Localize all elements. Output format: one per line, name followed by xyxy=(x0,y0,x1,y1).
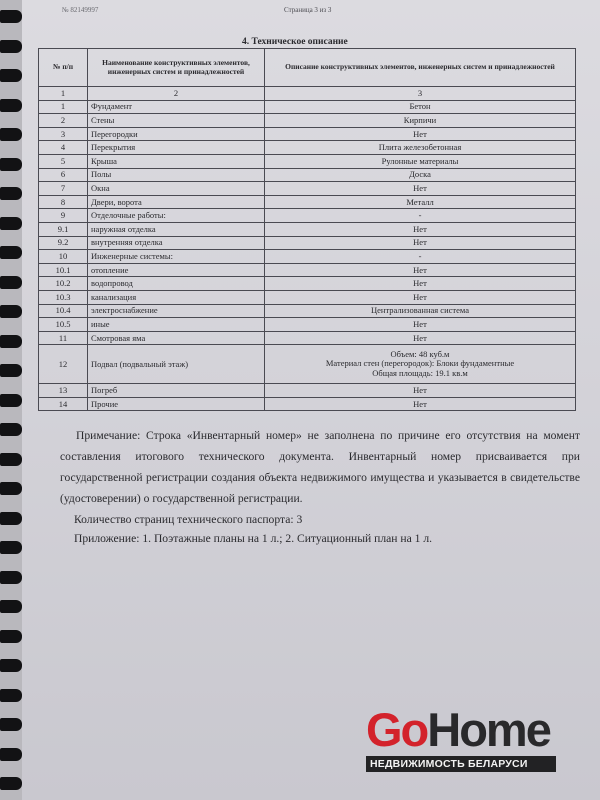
table-row xyxy=(39,154,576,168)
table-row xyxy=(39,168,576,182)
binding-ring xyxy=(0,69,22,82)
table-row xyxy=(39,384,576,398)
row-description-cell: Нет xyxy=(265,318,576,332)
document-number: № 82149997 xyxy=(62,6,99,14)
row-description-cell xyxy=(265,345,576,384)
table-row xyxy=(39,222,576,236)
table-row xyxy=(39,209,576,223)
binding-ring xyxy=(0,335,22,348)
logo-wordmark xyxy=(366,703,556,756)
row-description-cell: Нет xyxy=(265,127,576,141)
binding-ring xyxy=(0,217,22,230)
table-index-row xyxy=(39,87,576,101)
row-number-cell: 13 xyxy=(39,384,88,398)
table-row xyxy=(39,397,576,411)
table-row xyxy=(39,141,576,155)
table-row xyxy=(39,263,576,277)
binding-ring xyxy=(0,482,22,495)
binding-ring xyxy=(0,10,22,23)
table-row xyxy=(39,277,576,291)
index-cell: 3 xyxy=(265,87,576,101)
row-description-cell: Бетон xyxy=(265,100,576,114)
table-row xyxy=(39,100,576,114)
row-name-cell: Инженерные системы: xyxy=(88,250,265,264)
row-description-cell: Нет xyxy=(265,277,576,291)
row-description-cell: Централизованная система xyxy=(265,304,576,318)
binding-ring xyxy=(0,394,22,407)
binding-ring xyxy=(0,718,22,731)
table-row xyxy=(39,182,576,196)
row-description-cell: Рулонные материалы xyxy=(265,154,576,168)
row-name-cell: иные xyxy=(88,318,265,332)
row-name-cell: Перекрытия xyxy=(88,141,265,155)
row-description-cell: Кирпичи xyxy=(265,114,576,128)
binding-ring xyxy=(0,305,22,318)
logo-go-text: Go xyxy=(366,703,428,756)
index-cell: 1 xyxy=(39,87,88,101)
row-description-cell: Нет xyxy=(265,290,576,304)
row-number-cell: 9.2 xyxy=(39,236,88,250)
row-number-cell: 10.3 xyxy=(39,290,88,304)
row-name-cell: Фундамент xyxy=(88,100,265,114)
row-number-cell: 10.4 xyxy=(39,304,88,318)
row-name-cell: наружная отделка xyxy=(88,222,265,236)
row-number-cell: 10 xyxy=(39,250,88,264)
table-row xyxy=(39,290,576,304)
index-cell: 2 xyxy=(88,87,265,101)
binding-ring xyxy=(0,158,22,171)
technical-description-table xyxy=(38,48,576,411)
binding-ring xyxy=(0,512,22,525)
appendix-line: Приложение: 1. Поэтажные планы на 1 л.; 2. Ситуационный план на 1 л. xyxy=(74,532,433,545)
row-number-cell: 10.2 xyxy=(39,277,88,291)
row-description-cell: Нет xyxy=(265,331,576,345)
row-description-cell: Плита железобетонная xyxy=(265,141,576,155)
table-row xyxy=(39,318,576,332)
logo-home-text: Home xyxy=(427,703,550,756)
row-number-cell: 12 xyxy=(39,345,88,384)
column-header-number: № п/п xyxy=(39,49,88,87)
note-paragraph: Примечание: Строка «Инвентарный номер» не заполнена по причине его отсутствия на момент составления итогового технического документа. Инвентарный номер присваивается при государственной регистрации создания объекта недвижимого имущества и указывается в свидетельстве (удостоверении) о государственной регистрации. xyxy=(60,429,580,505)
binding-ring xyxy=(0,630,22,643)
row-number-cell: 10.1 xyxy=(39,263,88,277)
binding-ring xyxy=(0,600,22,613)
column-header-name: Наименование конструктивных элементов, инженерных систем и принадлежностей xyxy=(88,49,265,87)
binding-ring xyxy=(0,659,22,672)
row-number-cell: 7 xyxy=(39,182,88,196)
row-name-cell: Прочие xyxy=(88,397,265,411)
row-description-cell: Нет xyxy=(265,384,576,398)
table-header-row xyxy=(39,49,576,87)
row-name-cell: Полы xyxy=(88,168,265,182)
table-row xyxy=(39,331,576,345)
binding-ring xyxy=(0,689,22,702)
row-name-cell: Отделочные работы: xyxy=(88,209,265,223)
row-number-cell: 1 xyxy=(39,100,88,114)
section-title: 4. Техническое описание xyxy=(242,37,348,47)
row-number-cell: 4 xyxy=(39,141,88,155)
row-name-cell: Подвал (подвальный этаж) xyxy=(88,345,265,384)
row-number-cell: 9 xyxy=(39,209,88,223)
spiral-binding xyxy=(0,0,30,800)
binding-ring xyxy=(0,777,22,790)
row-description-cell: Нет xyxy=(265,397,576,411)
row-name-cell: Крыша xyxy=(88,154,265,168)
row-name-cell: электроснабжение xyxy=(88,304,265,318)
table-row xyxy=(39,114,576,128)
binding-ring xyxy=(0,276,22,289)
row-name-cell: водопровод xyxy=(88,277,265,291)
binding-ring xyxy=(0,541,22,554)
description-line: Материал стен (перегородок): Блоки фундаментные xyxy=(325,358,515,369)
row-description-cell: - xyxy=(265,209,576,223)
table-row xyxy=(39,195,576,209)
row-description-cell: - xyxy=(265,250,576,264)
table-row xyxy=(39,236,576,250)
row-number-cell: 11 xyxy=(39,331,88,345)
row-name-cell: Смотровая яма xyxy=(88,331,265,345)
binding-ring xyxy=(0,364,22,377)
row-name-cell: канализация xyxy=(88,290,265,304)
row-name-cell: Двери, ворота xyxy=(88,195,265,209)
row-name-cell: Окна xyxy=(88,182,265,196)
binding-ring xyxy=(0,40,22,53)
table-row xyxy=(39,250,576,264)
row-description-cell: Нет xyxy=(265,263,576,277)
row-description-cell: Металл xyxy=(265,195,576,209)
description-line: Объем: 48 куб.м xyxy=(390,348,450,359)
row-name-cell: отопление xyxy=(88,263,265,277)
row-description-cell: Нет xyxy=(265,236,576,250)
row-description-cell: Доска xyxy=(265,168,576,182)
row-number-cell: 8 xyxy=(39,195,88,209)
row-name-cell: Перегородки xyxy=(88,127,265,141)
binding-ring xyxy=(0,423,22,436)
table-row xyxy=(39,345,576,384)
table-row xyxy=(39,304,576,318)
logo-tagline: НЕДВИЖИМОСТЬ БЕЛАРУСИ xyxy=(366,756,556,772)
row-name-cell: внутренняя отделка xyxy=(88,236,265,250)
row-number-cell: 2 xyxy=(39,114,88,128)
binding-ring xyxy=(0,246,22,259)
row-description-cell: Нет xyxy=(265,222,576,236)
description-line: Общая площадь: 19.1 кв.м xyxy=(372,368,468,379)
table-row xyxy=(39,127,576,141)
binding-ring xyxy=(0,128,22,141)
row-number-cell: 14 xyxy=(39,397,88,411)
row-number-cell: 3 xyxy=(39,127,88,141)
gohome-watermark-logo xyxy=(366,703,556,772)
binding-ring xyxy=(0,99,22,112)
page-count-line: Количество страниц технического паспорта: 3 xyxy=(74,513,303,526)
page-indicator: Страница 3 из 3 xyxy=(284,6,332,14)
row-number-cell: 10.5 xyxy=(39,318,88,332)
row-description-cell: Нет xyxy=(265,182,576,196)
row-name-cell: Погреб xyxy=(88,384,265,398)
row-number-cell: 9.1 xyxy=(39,222,88,236)
binding-ring xyxy=(0,187,22,200)
column-header-description: Описание конструктивных элементов, инженерных систем и принадлежностей xyxy=(265,49,576,87)
binding-ring xyxy=(0,748,22,761)
row-number-cell: 6 xyxy=(39,168,88,182)
binding-ring xyxy=(0,453,22,466)
binding-ring xyxy=(0,571,22,584)
row-number-cell: 5 xyxy=(39,154,88,168)
row-name-cell: Стены xyxy=(88,114,265,128)
